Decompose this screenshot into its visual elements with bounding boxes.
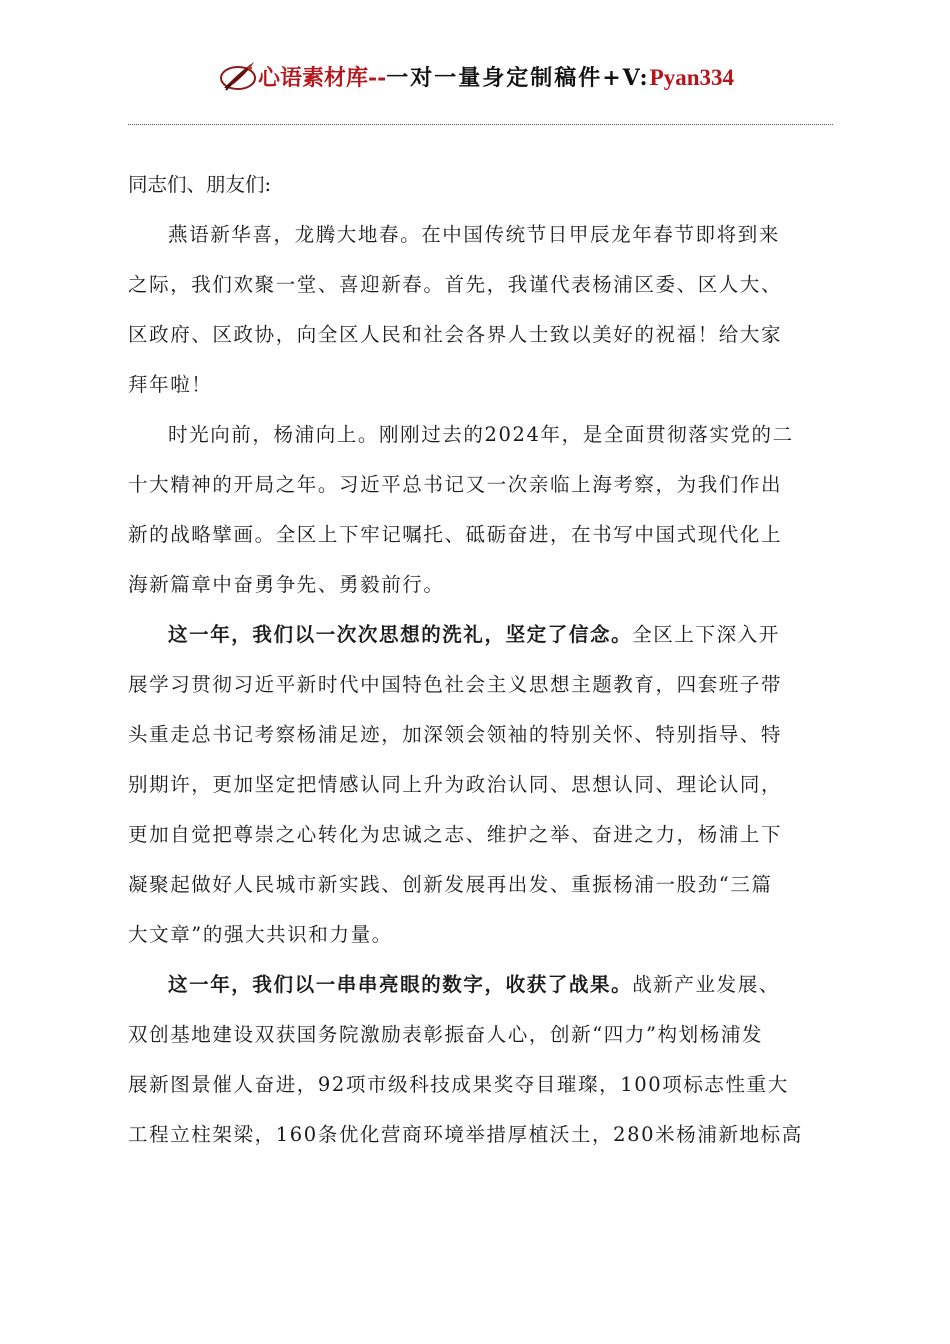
paragraph-line: 新的战略擘画。全区上下牢记嘱托、砥砺奋进，在书写中国式现代化上 bbox=[128, 523, 783, 546]
paragraph-line bbox=[128, 610, 828, 660]
brand-separator: -- bbox=[367, 64, 387, 91]
paragraph-lead: 这一年，我们以一串串亮眼的数字，收获了战果。 bbox=[168, 973, 633, 996]
paragraph-line: 凝聚起做好人民城市新实践、创新发展再出发、重振杨浦一股劲“三篇 bbox=[128, 873, 773, 896]
paragraph-greeting bbox=[128, 210, 828, 410]
paragraph-line: 头重走总书记考察杨浦足迹，加深领会领袖的特别关怀、特别指导、特 bbox=[128, 723, 783, 746]
paragraph-belief bbox=[128, 610, 828, 960]
paragraph-line: 海新篇章中奋勇争先、勇毅前行。 bbox=[128, 573, 445, 596]
paragraph-line: 区政府、区政协，向全区人民和社会各界人士致以美好的祝福！给大家 bbox=[128, 323, 783, 346]
paragraph-line bbox=[128, 960, 828, 1010]
header-brand bbox=[258, 61, 734, 92]
salutation: 同志们、朋友们: bbox=[128, 173, 272, 196]
brand-slogan: 一对一量身定制稿件+V: bbox=[386, 64, 650, 91]
paragraph-line: 别期许，更加坚定把情感认同上升为政治认同、思想认同、理论认同， bbox=[128, 773, 783, 796]
paragraph-line: 双创基地建设双获国务院激励表彰振奋人心，创新“四力”构划杨浦发 bbox=[128, 1023, 764, 1046]
paragraph-lead-rest: 全区上下深入开 bbox=[632, 623, 780, 646]
paragraph-review bbox=[128, 410, 828, 610]
paragraph-lead: 这一年，我们以一次次思想的洗礼，坚定了信念。 bbox=[168, 623, 633, 646]
paragraph-line: 展新图景催人奋进，92项市级科技成果奖夺目璀璨，100项标志性重大 bbox=[128, 1073, 789, 1096]
paragraph-line: 大文章”的强大共识和力量。 bbox=[128, 923, 393, 946]
paragraph-line: 更加自觉把尊崇之心转化为忠诚之志、维护之举、奋进之力，杨浦上下 bbox=[128, 823, 783, 846]
paragraph-line: 展学习贯彻习近平新时代中国特色社会主义思想主题教育，四套班子带 bbox=[128, 673, 783, 696]
paragraph-achievements bbox=[128, 960, 828, 1160]
paragraph-lead-rest: 战新产业发展、 bbox=[632, 973, 780, 996]
header-divider bbox=[128, 124, 833, 125]
paragraph-line: 工程立柱架梁，160条优化营商环境举措厚植沃土，280米杨浦新地标高 bbox=[128, 1123, 803, 1146]
document-body bbox=[128, 160, 828, 1160]
brand-contact: Pyan334 bbox=[649, 64, 735, 90]
paragraph-line: 燕语新华喜，龙腾大地春。在中国传统节日甲辰龙年春节即将到来 bbox=[168, 223, 780, 246]
paragraph-line: 十大精神的开局之年。习近平总书记又一次亲临上海考察，为我们作出 bbox=[128, 473, 783, 496]
paragraph-line: 之际，我们欢聚一堂、喜迎新春。首先，我谨代表杨浦区委、区人大、 bbox=[128, 273, 783, 296]
quill-pen-icon bbox=[216, 58, 258, 94]
paragraph-line: 时光向前，杨浦向上。刚刚过去的2024年，是全面贯彻落实党的二 bbox=[168, 423, 794, 446]
brand-name: 心语素材库 bbox=[257, 64, 368, 91]
paragraph-line: 拜年啦！ bbox=[128, 373, 213, 396]
page-header bbox=[0, 58, 950, 102]
